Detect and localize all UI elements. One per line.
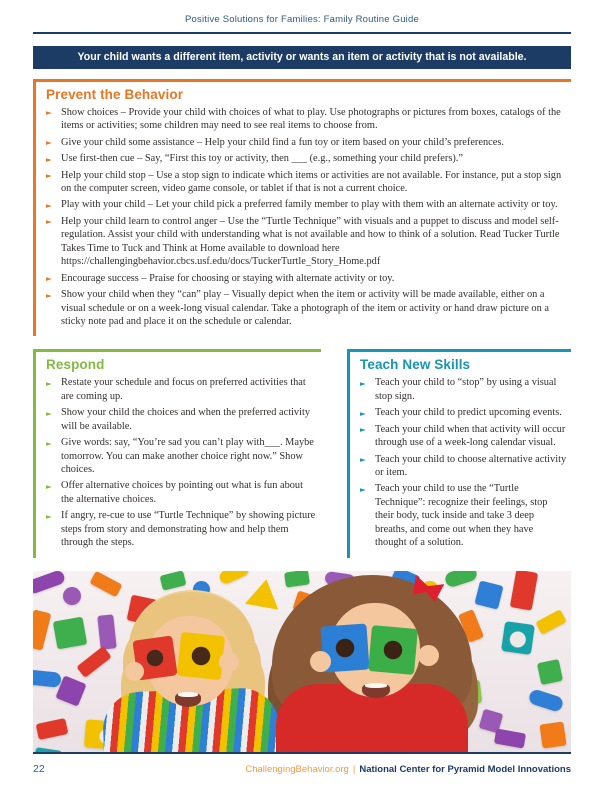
respond-bullet-list (46, 376, 317, 549)
green-block-with-hole (368, 625, 418, 675)
two-column-row (33, 349, 571, 557)
toy-block (34, 747, 62, 752)
toy-block (53, 616, 87, 649)
toy-block (535, 609, 566, 635)
bullet-item: ► Teach your child to predict upcoming events. (360, 406, 567, 419)
child-left-hand (219, 652, 239, 672)
teach-bullet-list (360, 376, 567, 549)
child-right-hand (418, 645, 439, 666)
bullet-item: ► Give words: say, “You’re sad you can’t play with___. Maybe tomorrow. You can make another choice right now.” Show choices. (46, 436, 317, 476)
photo-children-playing-with-blocks (33, 571, 571, 752)
child-right-smiling-mouth (362, 683, 390, 698)
footer-organization: National Center for Pyramid Model Innovations (359, 764, 571, 775)
child-right-figure (260, 575, 482, 752)
child-left-hand (125, 662, 144, 681)
bullet-item: ► Help your child learn to control anger – Use the “Turtle Technique” with visuals and a puppet to discuss and model self-regulation. Assist your child with understanding what is not available and how to think of a solution. Read Tucker Turtle Takes Time to Tuck and Think at Home available to download here https://challengingbehavior.cbcs.usf.edu/docs/TuckerTurtle_Story_Home.pdf (46, 215, 567, 269)
toy-block (494, 728, 526, 748)
page-header-title: Positive Solutions for Families: Family Routine Guide (185, 14, 419, 25)
bullet-item: ► Teach your child when that activity will occur through use of a week-long calendar visual. (360, 423, 567, 450)
toy-block (539, 721, 566, 748)
section-prevent-the-behavior (33, 79, 571, 337)
bullet-item: ► Show choices – Provide your child with choices of what to play. Use photographs or pictures from boxes, catalogs of the items or activities; some children may need to see real items to choose from. (46, 106, 567, 133)
child-left-figure (95, 592, 285, 752)
toy-block (33, 609, 51, 650)
section-title-teach: Teach New Skills (360, 357, 471, 373)
section-respond (33, 349, 321, 557)
section-title-prevent: Prevent the Behavior (46, 86, 184, 102)
footer-rule (33, 752, 571, 754)
page-footer (33, 752, 571, 789)
section-title-respond: Respond (46, 357, 105, 373)
bullet-item: ► Give your child some assistance – Help your child find a fun toy or item based on your child’s preferences. (46, 136, 567, 149)
footer-website-link[interactable]: ChallengingBehavior.org (245, 764, 349, 775)
toy-block (510, 571, 538, 611)
header-rule (33, 32, 571, 34)
toy-block (537, 659, 563, 685)
bullet-item: ► Teach your child to choose alternative activity or item. (360, 453, 567, 480)
toy-block (160, 571, 187, 591)
bullet-item: ► Use first-then cue – Say, “First this toy or activity, then ___ (e.g., something your child prefers).” (46, 152, 567, 165)
child-right-hand (310, 651, 331, 672)
toy-block (528, 688, 565, 713)
toy-block (63, 587, 81, 605)
section-teach-new-skills (347, 349, 571, 557)
bullet-item: ► Show your child the choices and when the preferred activity will be available. (46, 406, 317, 433)
bullet-item: ► Restate your schedule and focus on preferred activities that are coming up. (46, 376, 317, 403)
toy-block (501, 621, 535, 655)
child-left-smiling-mouth (175, 692, 201, 707)
toy-block (33, 669, 62, 688)
prevent-bullet-list (46, 106, 567, 329)
bullet-item: ► Offer alternative choices by pointing out what is fun about the alternative choices. (46, 479, 317, 506)
toy-block (36, 718, 69, 740)
bullet-item: ► Play with your child – Let your child pick a preferred family member to play with them with an alternate activity or toy. (46, 198, 567, 211)
yellow-block-with-hole (177, 632, 225, 680)
bullet-item: ► Teach your child to “stop” by using a visual stop sign. (360, 376, 567, 403)
bullet-item: ► Teach your child to use the “Turtle Technique”: recognize their feelings, stop their body, tuck inside and take 3 deep breaths, and come out when they have thought of a solution. (360, 482, 567, 549)
bullet-item: ► Encourage success – Praise for choosing or staying with alternate activity or toy. (46, 272, 567, 285)
bullet-item: ► Show your child when they “can” play – Visually depict when the item or activity will be made available, either on a visual schedule or on a week-long visual calendar. Take a photograph of the item or activity or hand draw picture on a sticky note pad and place it on the schedule or calendar. (46, 288, 567, 328)
routine-banner (33, 46, 571, 69)
bullet-item: ► Help your child stop – Use a stop sign to indicate which items or activities are not available. For instance, put a stop sign on the computer screen, video game console, or tablet if that is not a current choice. (46, 169, 567, 196)
routine-banner-text: Your child wants a different item, activity or wants an item or activity that is not available. (77, 51, 527, 64)
footer-credit (245, 764, 571, 775)
page-number: 22 (33, 763, 45, 775)
bullet-item: ► If angry, re-cue to use “Turtle Technique” by showing picture steps from story and demonstrating how and help them through the steps. (46, 509, 317, 549)
toy-block (218, 571, 251, 586)
toy-block (33, 571, 66, 595)
footer-separator: | (352, 764, 356, 775)
